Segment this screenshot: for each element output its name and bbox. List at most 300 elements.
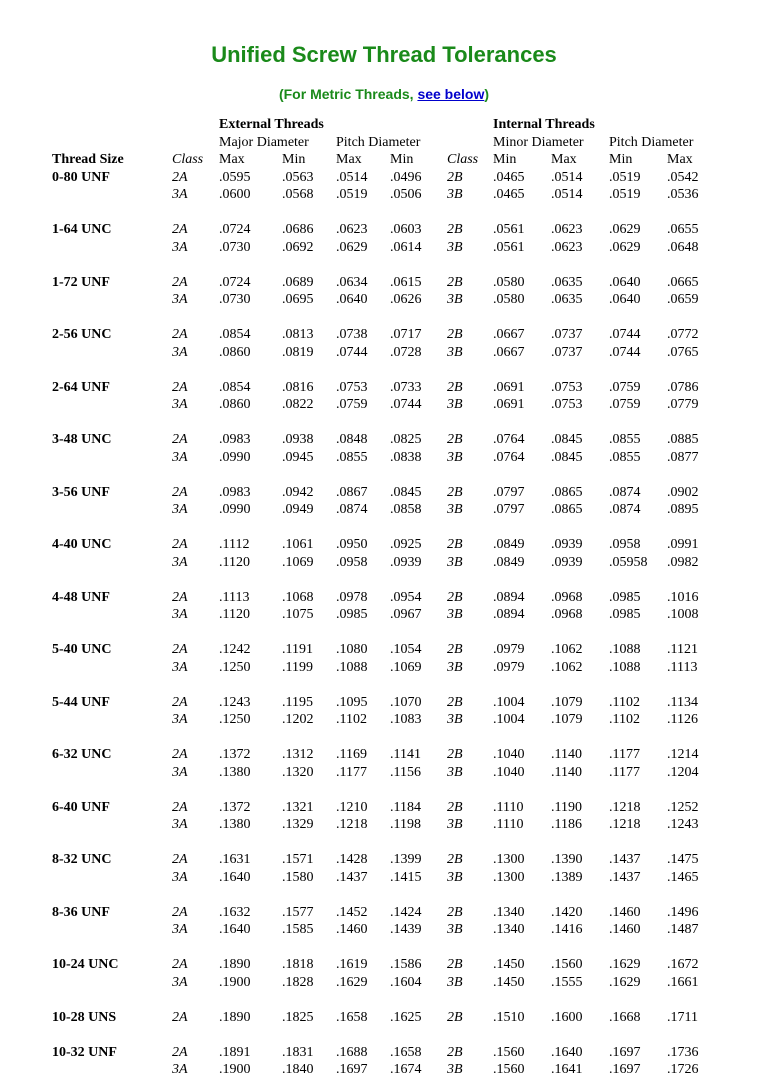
- ext-value-cell: .1198: [390, 817, 421, 832]
- int-value-cell: .0561: [493, 239, 525, 255]
- ext-value-cell: .1900: [219, 1062, 251, 1077]
- int-value-cell: .0623: [551, 239, 583, 255]
- int-value-cell: .1390: [551, 852, 583, 867]
- ext-class-cell: 3A: [172, 817, 188, 832]
- int-value-cell: .1088: [609, 642, 641, 657]
- ext-value-cell: .1068: [282, 589, 314, 605]
- int-value-cell: .0779: [667, 397, 699, 412]
- int-value-cell: .0968: [551, 589, 583, 605]
- ext-value-cell: .0615: [390, 274, 422, 290]
- int-value-cell: .1496: [667, 904, 699, 920]
- int-class-cell: 3B: [447, 659, 463, 675]
- ext-value-cell: .0626: [390, 292, 422, 307]
- col-int-pitch-max: Max: [667, 152, 693, 167]
- ext-value-cell: .1070: [390, 694, 422, 710]
- thread-tolerance-table: [52, 116, 725, 1079]
- int-class-cell: 3B: [447, 712, 463, 727]
- ext-value-cell: .0568: [282, 187, 314, 202]
- ext-value-cell: .0744: [390, 397, 422, 412]
- thread-size-cell: 10-24 UNC: [52, 957, 119, 972]
- int-value-cell: .1004: [493, 712, 525, 727]
- int-value-cell: .0465: [493, 187, 525, 202]
- internal-threads-header: Internal Threads: [493, 117, 595, 132]
- thread-size-cell: 2-56 UNC: [52, 327, 112, 342]
- ext-value-cell: .1380: [219, 764, 251, 780]
- ext-value-cell: .0623: [336, 222, 368, 237]
- ext-class-cell: 2A: [172, 169, 188, 185]
- ext-value-cell: .0819: [282, 344, 314, 360]
- group-spacer: [52, 676, 725, 694]
- int-value-cell: .0580: [493, 292, 525, 307]
- int-value-cell: .0691: [493, 397, 525, 412]
- ext-value-cell: .1312: [282, 747, 314, 762]
- int-value-cell: .1252: [667, 799, 699, 815]
- ext-value-cell: .1202: [282, 712, 314, 727]
- ext-value-cell: .1900: [219, 974, 251, 990]
- ext-value-cell: .1372: [219, 747, 251, 762]
- ext-value-cell: .0600: [219, 187, 251, 202]
- ext-value-cell: .1199: [282, 659, 313, 675]
- ext-class-cell: 2A: [172, 799, 188, 815]
- class-int-header: Class: [447, 152, 479, 167]
- group-spacer: [52, 309, 725, 327]
- int-value-cell: .1190: [551, 799, 582, 815]
- int-value-cell: .0542: [667, 169, 699, 185]
- ext-value-cell: .0724: [219, 222, 251, 237]
- col-int-minor-min: Min: [493, 152, 517, 167]
- ext-value-cell: .1825: [282, 1009, 314, 1025]
- ext-value-cell: .1658: [390, 1044, 422, 1060]
- int-class-cell: 3B: [447, 922, 463, 937]
- int-value-cell: .0744: [609, 327, 641, 342]
- ext-value-cell: .0954: [390, 589, 422, 605]
- ext-value-cell: .1329: [282, 817, 314, 832]
- ext-value-cell: .1399: [390, 852, 422, 867]
- int-class-cell: 3B: [447, 449, 463, 465]
- int-value-cell: .1640: [551, 1044, 583, 1060]
- int-value-cell: .0958: [609, 537, 641, 552]
- ext-value-cell: .0822: [282, 397, 314, 412]
- int-value-cell: .0985: [609, 607, 641, 622]
- int-value-cell: .0655: [667, 222, 699, 237]
- int-class-cell: 2B: [447, 1009, 463, 1025]
- header-row-diameters: [52, 134, 725, 152]
- ext-value-cell: .0848: [336, 432, 368, 447]
- ext-value-cell: .1640: [219, 922, 251, 937]
- minor-diameter-header: Minor Diameter: [493, 134, 584, 150]
- int-value-cell: .1126: [667, 712, 698, 727]
- int-value-cell: .0877: [667, 449, 699, 465]
- ext-value-cell: .1452: [336, 904, 368, 920]
- col-ext-major-min: Min: [282, 152, 306, 167]
- table-row: [52, 799, 725, 817]
- int-value-cell: .0759: [609, 397, 641, 412]
- ext-value-cell: .0595: [219, 169, 251, 185]
- int-value-cell: .1736: [667, 1044, 699, 1060]
- table-row: [52, 274, 725, 292]
- ext-value-cell: .0728: [390, 344, 422, 360]
- ext-class-cell: 2A: [172, 852, 188, 867]
- int-class-cell: 3B: [447, 292, 463, 307]
- ext-value-cell: .1586: [390, 957, 422, 972]
- ext-value-cell: .1191: [282, 642, 313, 657]
- ext-value-cell: .0867: [336, 484, 368, 500]
- group-spacer: [52, 834, 725, 852]
- int-class-cell: 3B: [447, 869, 463, 885]
- ext-value-cell: .0519: [336, 187, 368, 202]
- ext-class-cell: 3A: [172, 554, 188, 570]
- int-value-cell: .1629: [609, 957, 641, 972]
- metric-note-suffix: ): [484, 86, 490, 102]
- ext-class-cell: 2A: [172, 274, 188, 290]
- ext-value-cell: .1054: [390, 642, 422, 657]
- empty-cell: [52, 816, 172, 834]
- int-class-cell: 2B: [447, 694, 463, 710]
- int-value-cell: .1088: [609, 659, 641, 675]
- ext-class-cell: 2A: [172, 1009, 188, 1025]
- int-value-cell: .0519: [609, 187, 641, 202]
- ext-value-cell: .1619: [336, 957, 368, 972]
- ext-value-cell: .0640: [336, 292, 368, 307]
- int-value-cell: .1121: [667, 642, 698, 657]
- int-value-cell: .0629: [609, 222, 641, 237]
- ext-value-cell: .0860: [219, 344, 251, 360]
- ext-value-cell: .1415: [390, 869, 422, 885]
- int-value-cell: .1300: [493, 852, 525, 867]
- ext-value-cell: .1890: [219, 1009, 251, 1025]
- int-class-cell: 2B: [447, 222, 463, 237]
- group-spacer: [52, 729, 725, 747]
- int-value-cell: .0753: [551, 397, 583, 412]
- ext-value-cell: .0695: [282, 292, 314, 307]
- ext-value-cell: .1890: [219, 957, 251, 972]
- ext-value-cell: .1697: [336, 1062, 368, 1077]
- group-spacer: [52, 519, 725, 537]
- int-value-cell: .0894: [493, 607, 525, 622]
- int-class-cell: 2B: [447, 537, 463, 552]
- group-spacer: [52, 886, 725, 904]
- int-value-cell: .05958: [609, 554, 648, 570]
- int-value-cell: .1340: [493, 922, 525, 937]
- ext-value-cell: .1061: [282, 537, 314, 552]
- int-class-cell: 2B: [447, 904, 463, 920]
- ext-value-cell: .1113: [219, 589, 250, 605]
- int-value-cell: .1340: [493, 904, 525, 920]
- group-spacer: [52, 781, 725, 799]
- metric-note-prefix: (For Metric Threads,: [278, 86, 418, 102]
- ext-class-cell: 2A: [172, 694, 188, 710]
- ext-class-cell: 3A: [172, 659, 188, 675]
- int-value-cell: .0744: [609, 344, 641, 360]
- thread-size-cell: 8-36 UNF: [52, 904, 110, 920]
- thread-size-cell: 8-32 UNC: [52, 852, 112, 867]
- int-class-cell: 3B: [447, 607, 463, 622]
- int-value-cell: .0885: [667, 432, 699, 447]
- int-value-cell: .1416: [551, 922, 583, 937]
- ext-value-cell: .1604: [390, 974, 422, 990]
- table-row: [52, 851, 725, 869]
- ext-value-cell: .1080: [336, 642, 368, 657]
- ext-class-cell: 3A: [172, 1062, 188, 1077]
- ext-value-cell: .1688: [336, 1044, 368, 1060]
- ext-value-cell: .1242: [219, 642, 251, 657]
- ext-class-cell: 2A: [172, 642, 188, 657]
- table-row: [52, 484, 725, 502]
- thread-size-cell: 6-32 UNC: [52, 747, 112, 762]
- int-value-cell: .1560: [551, 957, 583, 972]
- int-value-cell: .1102: [609, 712, 640, 727]
- table-row: [52, 974, 725, 992]
- table-row: [52, 326, 725, 344]
- pitch-diameter-ext-header: Pitch Diameter: [336, 134, 421, 150]
- ext-class-cell: 2A: [172, 589, 188, 605]
- int-class-cell: 2B: [447, 957, 463, 972]
- int-value-cell: .0629: [609, 239, 641, 255]
- int-value-cell: .1062: [551, 642, 583, 657]
- int-value-cell: .1510: [493, 1009, 525, 1025]
- int-value-cell: .0874: [609, 484, 641, 500]
- int-value-cell: .1204: [667, 764, 699, 780]
- see-below-link[interactable]: see below: [417, 86, 485, 102]
- table-row: [52, 221, 725, 239]
- int-value-cell: .0845: [551, 432, 583, 447]
- int-value-cell: .0514: [551, 187, 583, 202]
- table-row: [52, 1009, 725, 1027]
- ext-value-cell: .0945: [282, 449, 314, 465]
- int-value-cell: .0772: [667, 327, 699, 342]
- int-value-cell: .1726: [667, 1062, 699, 1077]
- int-value-cell: .1460: [609, 922, 641, 937]
- ext-value-cell: .0825: [390, 432, 422, 447]
- int-value-cell: .0536: [667, 187, 699, 202]
- int-class-cell: 3B: [447, 974, 463, 990]
- int-value-cell: .1177: [609, 764, 640, 780]
- int-value-cell: .1437: [609, 869, 641, 885]
- metric-threads-note: [0, 86, 768, 102]
- ext-value-cell: .0854: [219, 379, 251, 395]
- ext-value-cell: .1075: [282, 607, 314, 622]
- empty-cell: [52, 239, 172, 257]
- ext-value-cell: .1580: [282, 869, 314, 885]
- int-class-cell: 3B: [447, 764, 463, 780]
- int-class-cell: 3B: [447, 187, 463, 202]
- ext-class-cell: 2A: [172, 957, 188, 972]
- int-value-cell: .1600: [551, 1009, 583, 1025]
- ext-value-cell: .1632: [219, 904, 251, 920]
- ext-value-cell: .0858: [390, 502, 422, 517]
- empty-cell: [52, 291, 172, 309]
- ext-value-cell: .0744: [336, 344, 368, 360]
- table-row: [52, 746, 725, 764]
- ext-value-cell: .1571: [282, 852, 314, 867]
- ext-value-cell: .0942: [282, 484, 314, 500]
- int-class-cell: 2B: [447, 852, 463, 867]
- ext-value-cell: .0813: [282, 327, 314, 342]
- int-value-cell: .1102: [609, 694, 640, 710]
- int-value-cell: .1134: [667, 694, 698, 710]
- int-value-cell: .1450: [493, 974, 525, 990]
- col-int-minor-max: Max: [551, 152, 577, 167]
- ext-value-cell: .1321: [282, 799, 314, 815]
- ext-value-cell: .1069: [390, 659, 422, 675]
- table-row: [52, 956, 725, 974]
- ext-value-cell: .0983: [219, 484, 251, 500]
- col-int-pitch-min: Min: [609, 152, 633, 167]
- int-value-cell: .0902: [667, 484, 699, 500]
- ext-value-cell: .1372: [219, 799, 251, 815]
- ext-value-cell: .0733: [390, 379, 422, 395]
- int-value-cell: .1560: [493, 1044, 525, 1060]
- ext-value-cell: .0689: [282, 274, 314, 290]
- ext-value-cell: .0949: [282, 502, 314, 517]
- ext-value-cell: .1083: [390, 712, 422, 727]
- ext-value-cell: .0759: [336, 397, 368, 412]
- int-value-cell: .0648: [667, 239, 699, 255]
- thread-size-cell: 5-40 UNC: [52, 642, 112, 657]
- group-spacer: [52, 939, 725, 957]
- ext-value-cell: .1828: [282, 974, 314, 990]
- ext-class-cell: 3A: [172, 712, 188, 727]
- int-value-cell: .0665: [667, 274, 699, 290]
- ext-value-cell: .1250: [219, 712, 251, 727]
- major-diameter-header: Major Diameter: [219, 134, 309, 150]
- thread-size-cell: 10-32 UNF: [52, 1044, 117, 1060]
- page-title: Unified Screw Thread Tolerances: [211, 42, 557, 67]
- int-value-cell: .0623: [551, 222, 583, 237]
- group-spacer: [52, 256, 725, 274]
- group-spacer: [52, 414, 725, 432]
- thread-size-cell: 3-48 UNC: [52, 432, 112, 447]
- int-value-cell: .0865: [551, 502, 583, 517]
- ext-value-cell: .1840: [282, 1062, 314, 1077]
- ext-value-cell: .1674: [390, 1062, 422, 1077]
- ext-value-cell: .1177: [336, 764, 367, 780]
- ext-value-cell: .0967: [390, 607, 422, 622]
- thread-size-cell: 10-28 UNS: [52, 1009, 117, 1025]
- ext-value-cell: .1380: [219, 817, 251, 832]
- int-value-cell: .1040: [493, 764, 525, 780]
- int-value-cell: .1450: [493, 957, 525, 972]
- ext-value-cell: .0958: [336, 554, 368, 570]
- int-value-cell: .0797: [493, 484, 525, 500]
- int-value-cell: .1004: [493, 694, 525, 710]
- col-ext-major-max: Max: [219, 152, 245, 167]
- table-row: [52, 291, 725, 309]
- ext-value-cell: .1184: [390, 799, 421, 815]
- int-value-cell: .0797: [493, 502, 525, 517]
- ext-value-cell: .0738: [336, 327, 368, 342]
- int-class-cell: 2B: [447, 642, 463, 657]
- int-value-cell: .1186: [551, 817, 582, 832]
- ext-class-cell: 2A: [172, 747, 188, 762]
- int-value-cell: .0939: [551, 537, 583, 552]
- table-row: [52, 449, 725, 467]
- thread-size-cell: 2-64 UNF: [52, 379, 110, 395]
- ext-value-cell: .1210: [336, 799, 368, 815]
- ext-value-cell: .1250: [219, 659, 251, 675]
- int-value-cell: .1300: [493, 869, 525, 885]
- int-class-cell: 2B: [447, 327, 463, 342]
- int-value-cell: .0465: [493, 169, 525, 185]
- ext-class-cell: 2A: [172, 484, 188, 500]
- thread-size-cell: 4-48 UNF: [52, 589, 110, 605]
- int-value-cell: .0667: [493, 327, 525, 342]
- ext-value-cell: .1460: [336, 922, 368, 937]
- int-value-cell: .1079: [551, 694, 583, 710]
- ext-class-cell: 2A: [172, 222, 188, 237]
- ext-class-cell: 2A: [172, 327, 188, 342]
- ext-value-cell: .0860: [219, 397, 251, 412]
- int-value-cell: .1629: [609, 974, 641, 990]
- int-class-cell: 3B: [447, 502, 463, 517]
- int-value-cell: .1243: [667, 817, 699, 832]
- ext-value-cell: .0985: [336, 607, 368, 622]
- int-value-cell: .1465: [667, 869, 699, 885]
- int-value-cell: .1218: [609, 817, 641, 832]
- empty-cell: [52, 449, 172, 467]
- col-ext-pitch-max: Max: [336, 152, 362, 167]
- int-value-cell: .1668: [609, 1009, 641, 1025]
- group-spacer: [52, 624, 725, 642]
- ext-value-cell: .0724: [219, 274, 251, 290]
- int-class-cell: 2B: [447, 589, 463, 605]
- ext-value-cell: .0692: [282, 239, 314, 255]
- int-value-cell: .0519: [609, 169, 641, 185]
- int-value-cell: .0895: [667, 502, 699, 517]
- int-value-cell: .0765: [667, 344, 699, 360]
- int-class-cell: 3B: [447, 1062, 463, 1077]
- ext-value-cell: .0686: [282, 222, 314, 237]
- table-row: [52, 431, 725, 449]
- ext-value-cell: .1891: [219, 1044, 251, 1060]
- int-value-cell: .0759: [609, 379, 641, 395]
- int-value-cell: .0982: [667, 554, 699, 570]
- int-value-cell: .0849: [493, 537, 525, 552]
- ext-value-cell: .0603: [390, 222, 422, 237]
- ext-class-cell: 3A: [172, 449, 188, 465]
- ext-value-cell: .1069: [282, 554, 314, 570]
- empty-cell: [52, 974, 172, 992]
- int-value-cell: .0635: [551, 274, 583, 290]
- table-row: [52, 711, 725, 729]
- ext-class-cell: 3A: [172, 292, 188, 307]
- thread-size-header: Thread Size: [52, 152, 124, 167]
- empty-cell: [52, 186, 172, 204]
- ext-value-cell: .0614: [390, 239, 422, 255]
- int-value-cell: .0845: [551, 449, 583, 465]
- int-class-cell: 3B: [447, 344, 463, 360]
- int-value-cell: .0640: [609, 274, 641, 290]
- int-value-cell: .0764: [493, 432, 525, 447]
- ext-value-cell: .1831: [282, 1044, 314, 1060]
- ext-value-cell: .1095: [336, 694, 368, 710]
- table-row: [52, 554, 725, 572]
- ext-value-cell: .0845: [390, 484, 422, 500]
- thread-size-cell: 1-64 UNC: [52, 222, 112, 237]
- table-row: [52, 501, 725, 519]
- group-spacer: [52, 466, 725, 484]
- int-value-cell: .0640: [609, 292, 641, 307]
- ext-value-cell: .0717: [390, 327, 422, 342]
- empty-cell: [52, 921, 172, 939]
- ext-value-cell: .1625: [390, 1009, 422, 1025]
- ext-value-cell: .1439: [390, 922, 422, 937]
- int-value-cell: .0968: [551, 607, 583, 622]
- ext-value-cell: .0514: [336, 169, 368, 185]
- thread-size-cell: 0-80 UNF: [52, 169, 110, 185]
- int-value-cell: .0855: [609, 449, 641, 465]
- table-row: [52, 1044, 725, 1062]
